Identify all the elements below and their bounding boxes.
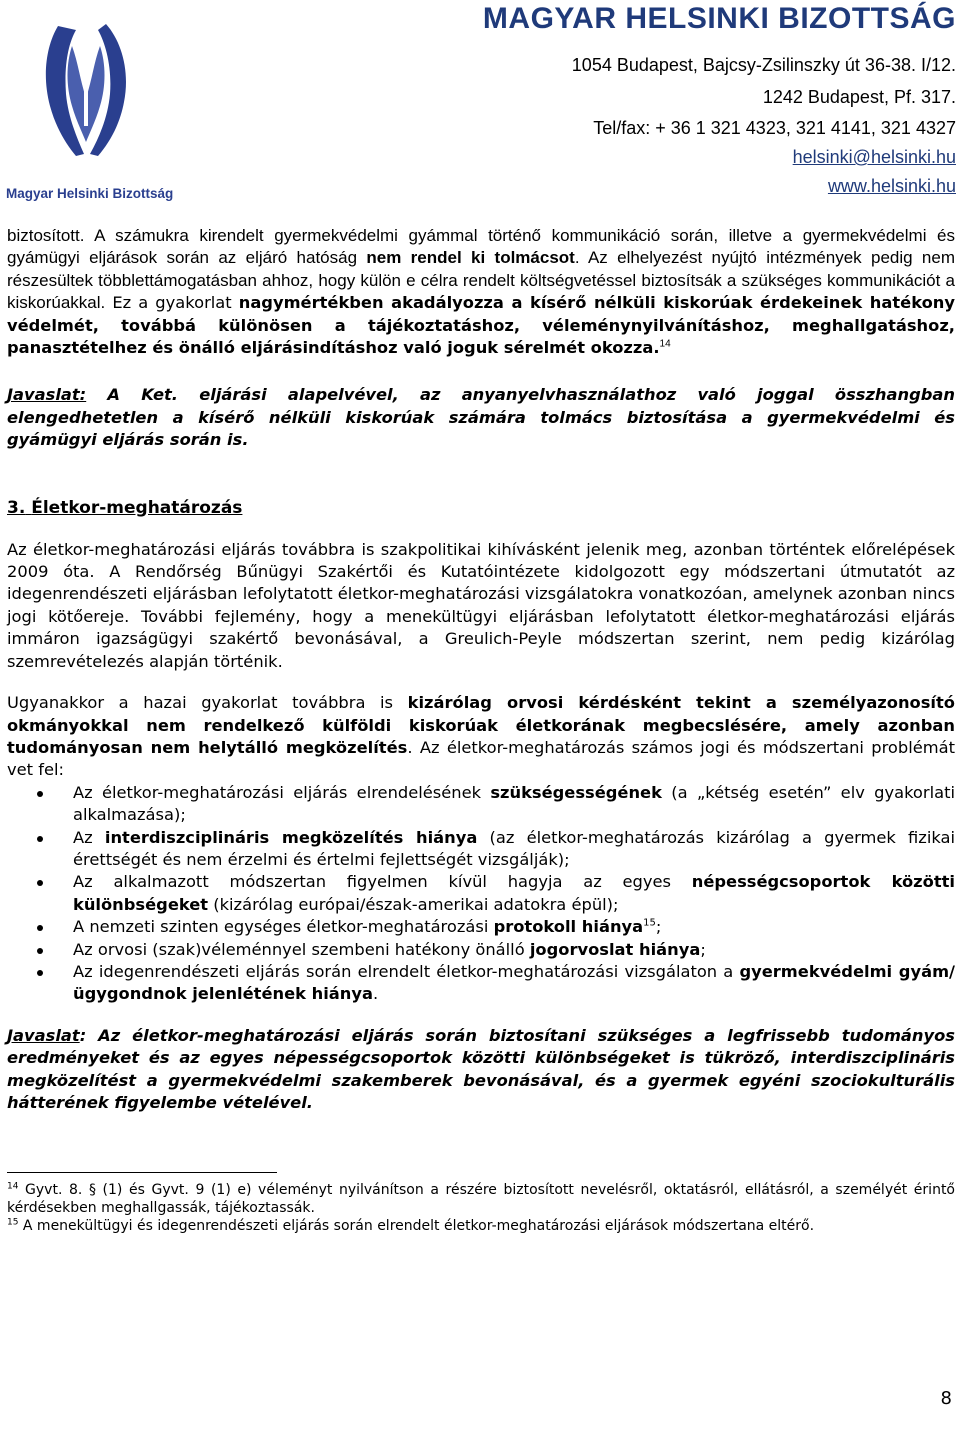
address-line-1: 1054 Budapest, Bajcsy-Zsilinszky út 36-38. I/12.	[571, 55, 956, 75]
bullet-icon	[37, 880, 43, 886]
list-item: Az alkalmazott módszertan figyelmen kívül hagyja az egyes népességcsoportok közötti különbségeket (kizárólag európai/észak-amerikai adatokra épül);	[7, 871, 955, 916]
bullet-icon	[37, 925, 43, 931]
logo-graphic	[6, 6, 174, 206]
document-body	[7, 225, 955, 1235]
problem-list	[7, 782, 955, 1006]
email-link[interactable]: helsinki@helsinki.hu	[792, 147, 956, 167]
footnote-separator	[7, 1172, 277, 1173]
telfax-line: Tel/fax: + 36 1 321 4323, 321 4141, 321 4327	[593, 118, 956, 138]
list-item: Az orvosi (szak)véleménnyel szembeni hatékony önálló jogorvoslat hiánya;	[7, 939, 955, 961]
paragraph-medical-approach: Ugyanakkor a hazai gyakorlat továbbra is kizárólag orvosi kérdésként tekint a személyazonosító okmányokkal nem rendelkező külföldi kiskorúak életkorának megbecslésére, amely azonban tudományosan nem helytálló megközelítés. Az életkor-meghatározás számos jogi és módszertani problémát vet fel:	[7, 693, 955, 780]
bullet-icon	[37, 836, 43, 842]
footnote-15: $^{15}$ A menekültügyi és idegenrendészeti eljárás során elrendelt életkor-meghatározási eljárások módszertana eltérő.	[7, 1217, 815, 1235]
list-item: Az idegenrendészeti eljárás során elrendelt életkor-meghatározási vizsgálaton a gyermekvédelmi gyám/ügygondnok jelenlétének hiánya.	[7, 961, 955, 1006]
proposal-interpreter: Javaslat: A Ket. eljárási alapelvével, az anyanyelvhasználathoz való joggal összhangban elengedhetetlen a kísérő nélküli kiskorúak számára tolmács biztosítása a gyermekvédelmi és gyámügyi eljárás során is.	[7, 385, 955, 450]
organization-name: MAGYAR HELSINKI BIZOTTSÁG	[482, 2, 956, 35]
proposal-age-assessment: Javaslat: Az életkor-meghatározási eljárás során biztosítani szükséges a legfrissebb tudományos eredményeket és az egyes népességcsoportok közötti különbségeket is tükröző, interdiszciplináris megközelítést a gyermekvédelmi szakemberek bevonásával, és a gyermek egyéni szociokulturális hátterének figyelembe vételével.	[7, 1025, 955, 1112]
bullet-icon	[37, 970, 43, 976]
website-link[interactable]: www.helsinki.hu	[827, 176, 956, 196]
footnote-ref-15[interactable]: 15	[643, 917, 656, 929]
paragraph-age-assessment-progress: Az életkor-meghatározási eljárás továbbra is szakpolitikai kihívásként jelenik meg, azonban történtek előrelépések 2009 óta. A Rendőrség Bűnügyi Szakértői és Kutatóintézete kidolgozott egy módszertani útmutatót az idegenrendészeti eljárásban lefolytatott életkor-meghatározási vizsgálatokra vonatkozóan, amelynek azonban nincs jogi kötőereje. További fejlemény, hogy a menekültügyi eljárásban lefolytatott életkor-meghatározási eljárás immáron igazságügyi szakértő bevonásával, a Greulich-Peyle módszertan szerint, nem pedig kizárólag szemrevételezés alapján történik.	[7, 539, 955, 671]
helsinki-committee-logo	[6, 6, 174, 206]
list-item: Az interdiszciplináris megközelítés hiánya (az életkor-meghatározás kizárólag a gyermek fizikai érettségét és nem érzelmi és értelmi fejlettségét vizsgálják);	[7, 827, 955, 872]
page-number: 8	[940, 1388, 952, 1409]
footnote-ref-14[interactable]: 14	[659, 338, 671, 350]
section-heading-age-assessment: 3. Életkor-meghatározás	[7, 497, 243, 518]
bullet-icon	[37, 948, 43, 954]
proposal-label: Javaslat:	[7, 385, 87, 405]
footnotes	[7, 1181, 955, 1235]
letterhead	[0, 0, 960, 215]
list-item: Az életkor-meghatározási eljárás elrendelésének szükségességének (a „kétség esetén” elv gyakorlati alkalmazása);	[7, 782, 955, 827]
footnote-14: $^{14}$ Gyvt. 8. § (1) és Gyvt. 9 (1) e) véleményt nyilvánítson a részére biztosított nevelésről, oktatásról, ellátásról, a személyét érintő kérdésekben meghallgassák, tájékoztassák.	[7, 1181, 955, 1217]
proposal-label: Javaslat	[7, 1025, 80, 1045]
logo-caption: Magyar Helsinki Bizottság	[6, 186, 174, 201]
bullet-icon	[37, 791, 43, 797]
address-line-2: 1242 Budapest, Pf. 317.	[762, 87, 956, 107]
list-item: A nemzeti szinten egységes életkor-meghatározási protokoll hiánya$^{15}$;	[7, 916, 955, 938]
paragraph-interpreter: biztosított. A számukra kirendelt gyermekvédelmi gyámmal történő kommunikáció során, illetve a gyermekvédelmi és gyámügyi eljárások során az eljáró hatóság nem rendel ki tolmácsot. Az elhelyezést nyújtó intézmények pedig nem részesültek többlettámogatásban ahhoz, hogy külön e célra rendelt költségvetéssel biztosítsák a szükséges kommunikációt a kiskorúakkal. Ez a gyakorlat nagymértékben akadályozza a kísérő nélküli kiskorúak érdekeinek hatékony védelmét, továbbá különösen a tájékoztatáshoz, véleménynyilvánításhoz, meghallgatáshoz, panasztételhez és önálló eljárásindításhoz való joguk sérelmét okozza.$^{14}$	[7, 226, 955, 358]
